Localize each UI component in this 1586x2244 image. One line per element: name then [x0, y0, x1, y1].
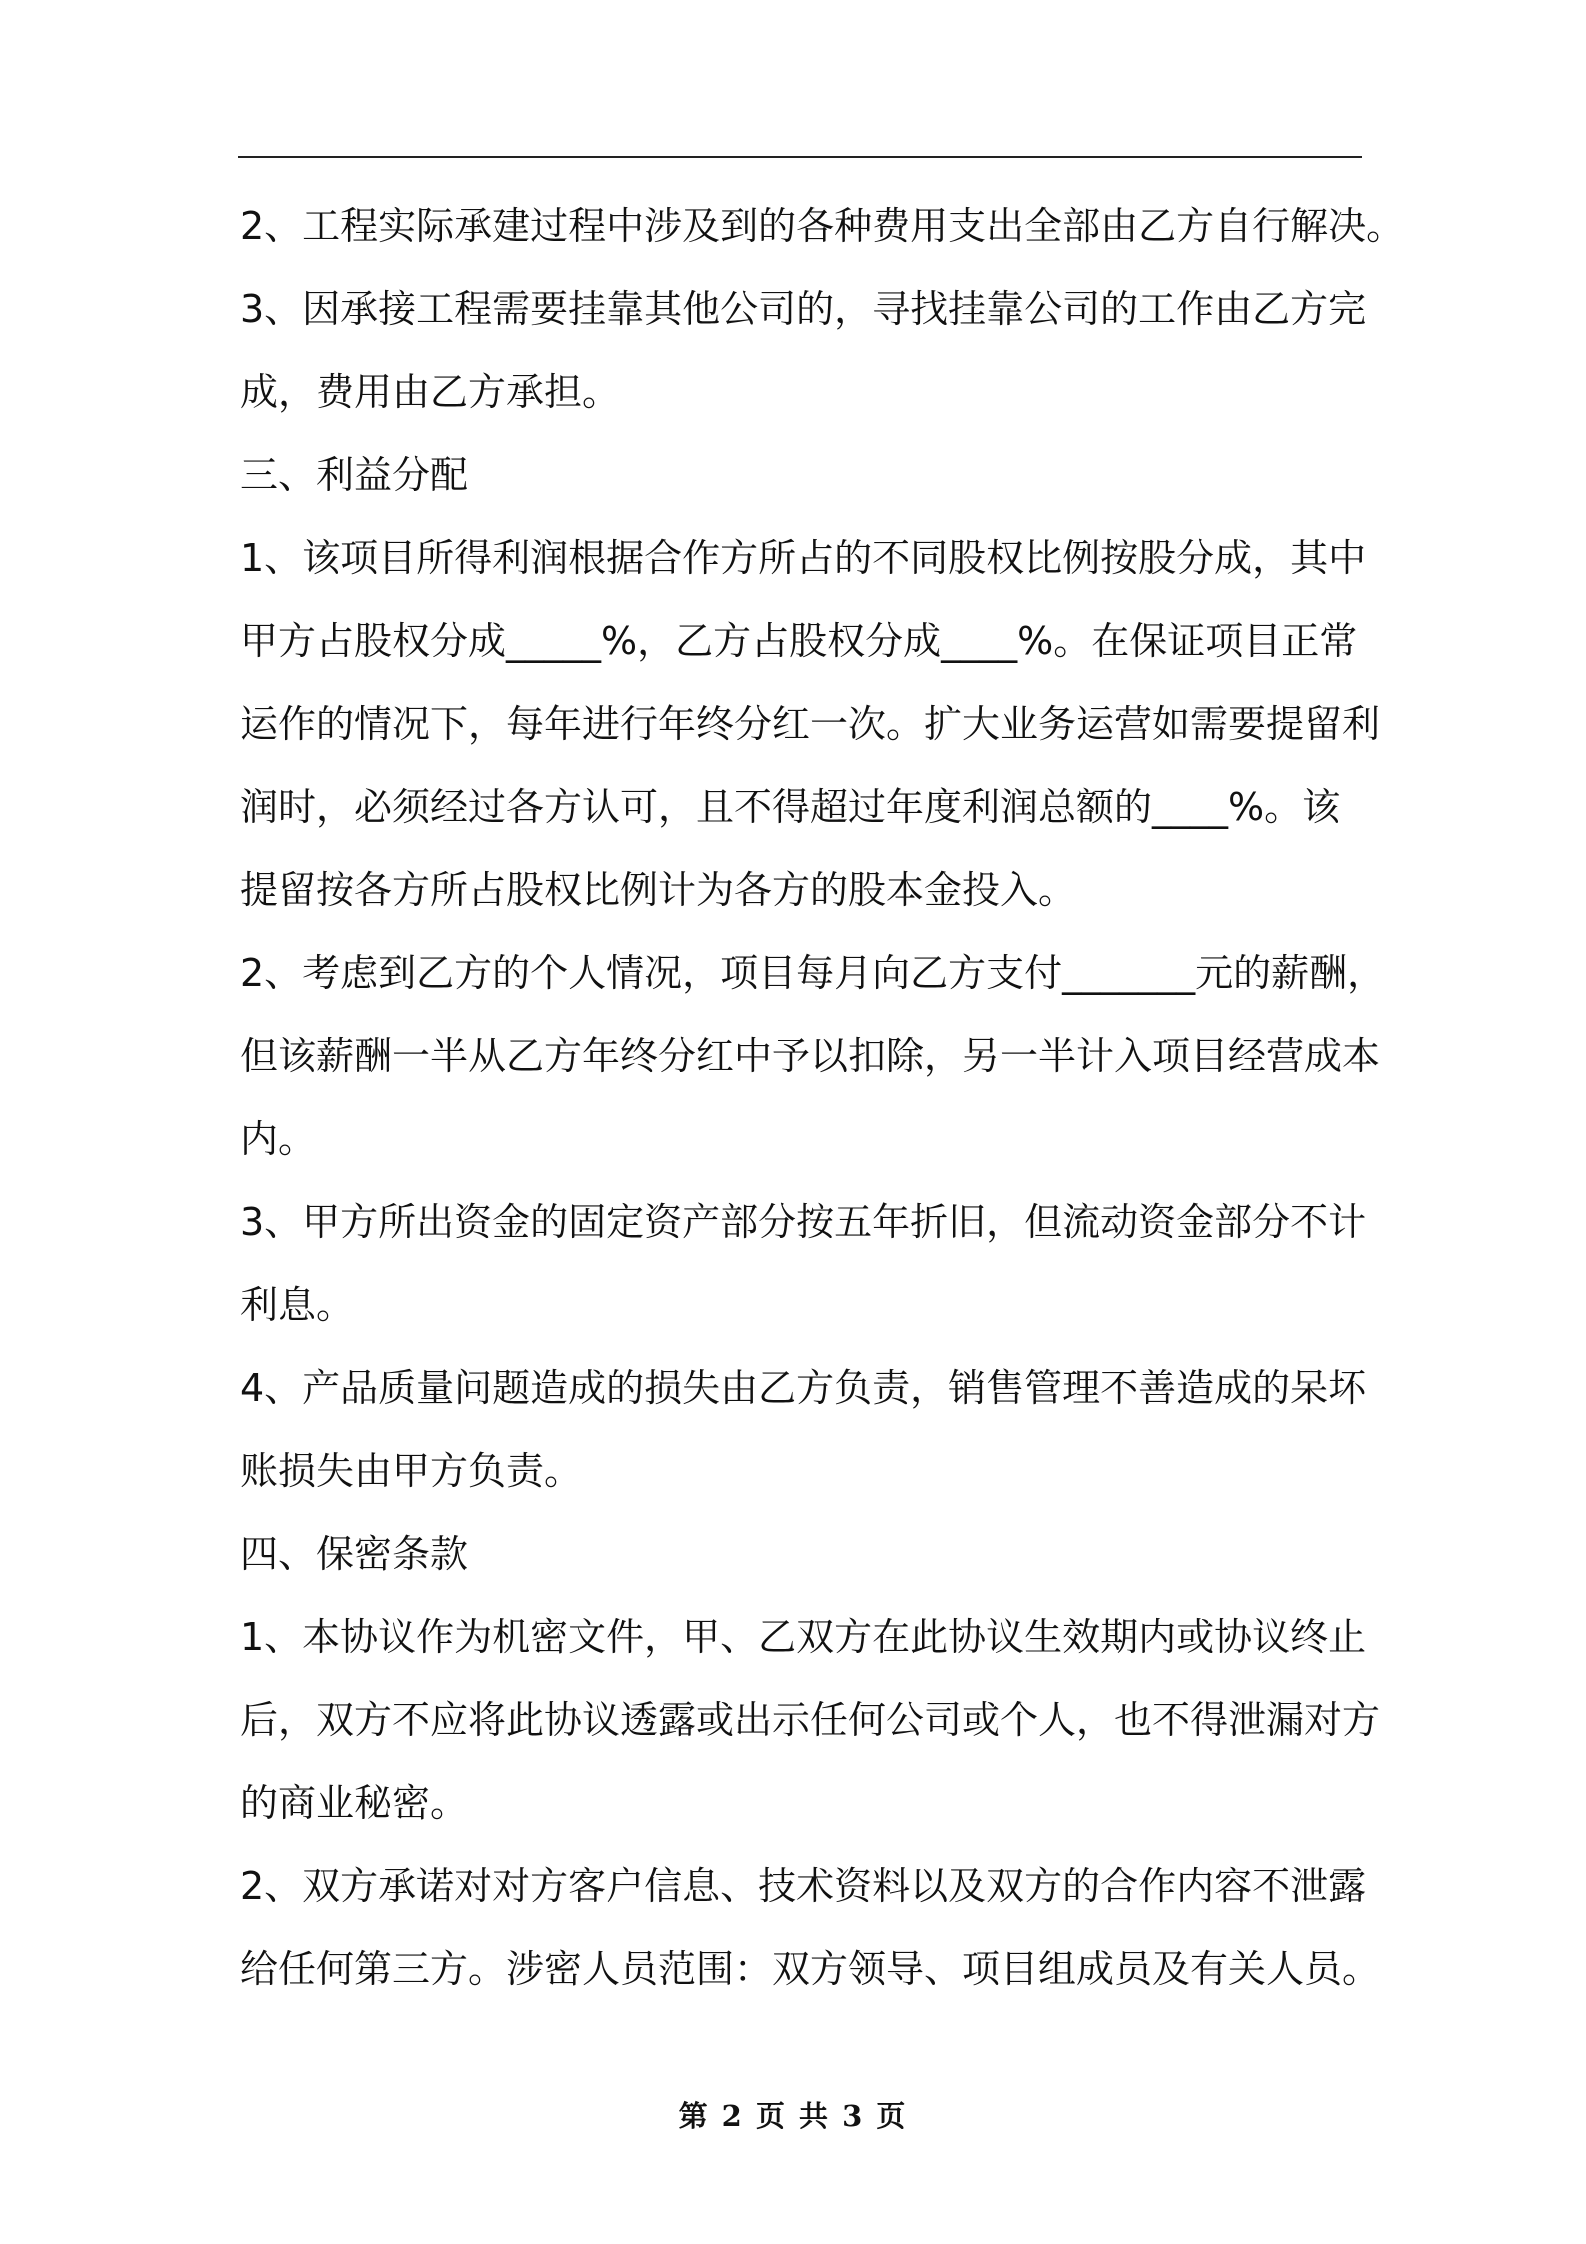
text-line: 利息。: [240, 1283, 355, 1327]
text-line: 账损失由甲方负责。: [240, 1449, 583, 1493]
section-heading: 四、保密条款: [240, 1532, 469, 1576]
text-line: 提留按各方所占股权比例计为各方的股本金投入。: [240, 868, 1077, 912]
section-heading: 三、利益分配: [240, 453, 469, 497]
text-line: 成，费用由乙方承担。: [240, 370, 621, 414]
text-line: 内。: [240, 1117, 317, 1161]
text-line: 1、该项目所得利润根据合作方所占的不同股权比例按股分成，其中: [240, 536, 1367, 580]
text-line: 的商业秘密。: [240, 1781, 469, 1825]
document-body: [240, 185, 1405, 2011]
text-line: 甲方占股权分成_____%，乙方占股权分成____%。在保证项目正常: [240, 619, 1358, 663]
text-line: 1、本协议作为机密文件，甲、乙双方在此协议生效期内或协议终止: [240, 1615, 1367, 1659]
header-rule: [238, 156, 1362, 158]
text-line: 3、因承接工程需要挂靠其他公司的，寻找挂靠公司的工作由乙方完: [240, 287, 1367, 331]
text-line: 2、双方承诺对对方客户信息、技术资料以及双方的合作内容不泄露: [240, 1864, 1367, 1908]
text-line: 3、甲方所出资金的固定资产部分按五年折旧，但流动资金部分不计: [240, 1200, 1367, 1244]
page-number-footer: 第 2 页 共 3 页: [678, 2099, 908, 2133]
text-line: 给任何第三方。涉密人员范围：双方领导、项目组成员及有关人员。: [240, 1947, 1381, 1991]
text-line: 润时，必须经过各方认可，且不得超过年度利润总额的____%。该: [240, 785, 1341, 829]
text-line: 运作的情况下，每年进行年终分红一次。扩大业务运营如需要提留利: [240, 702, 1381, 746]
text-line: 4、产品质量问题造成的损失由乙方负责，销售管理不善造成的呆坏: [240, 1366, 1367, 1410]
text-line: 但该薪酬一半从乙方年终分红中予以扣除，另一半计入项目经营成本: [240, 1034, 1381, 1078]
text-line: 2、工程实际承建过程中涉及到的各种费用支出全部由乙方自行解决。: [240, 204, 1405, 248]
text-line: 2、考虑到乙方的个人情况，项目每月向乙方支付_______元的薪酬，: [240, 951, 1386, 995]
text-line: 后，双方不应将此协议透露或出示任何公司或个人，也不得泄漏对方: [240, 1698, 1381, 1742]
